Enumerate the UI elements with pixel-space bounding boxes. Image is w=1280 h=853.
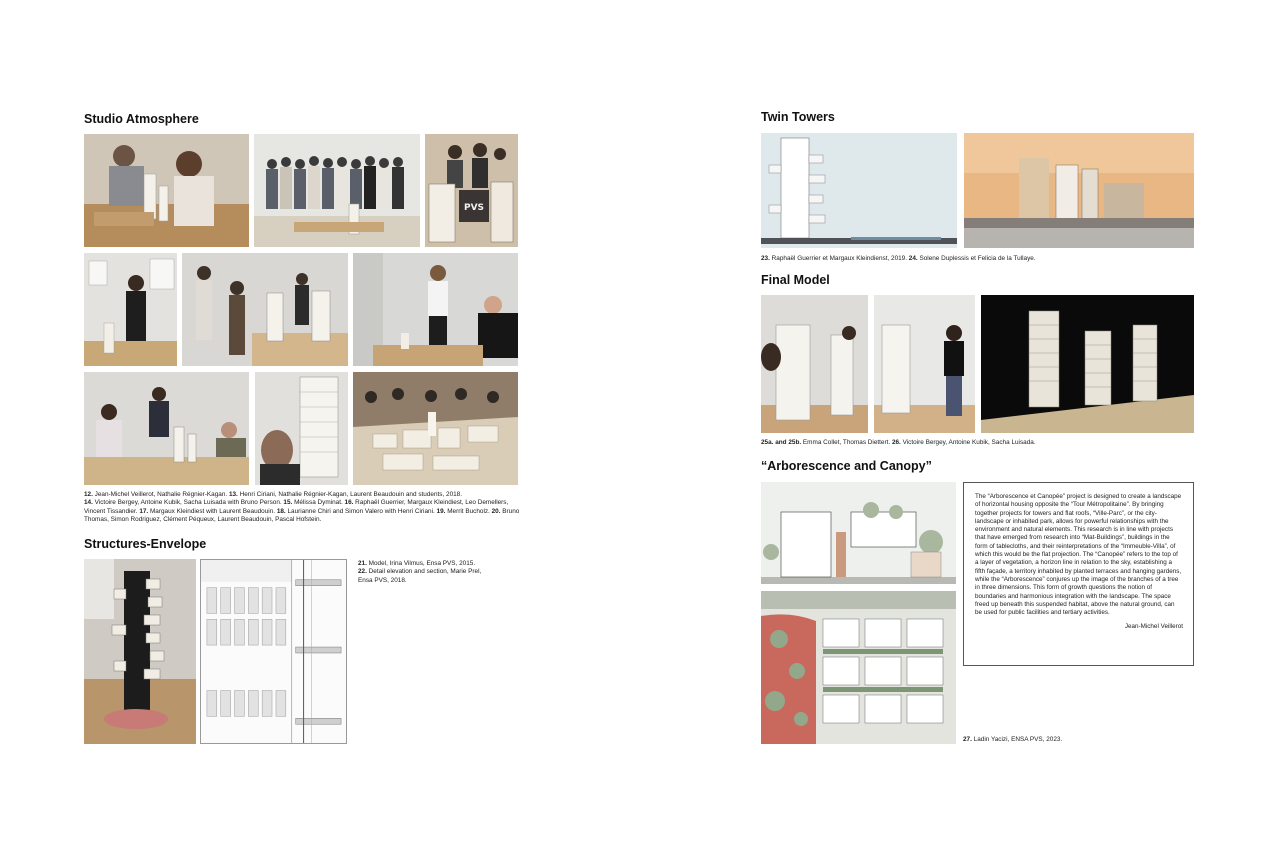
photo-group-students <box>254 134 420 247</box>
photo-studio-desk-review <box>84 134 249 247</box>
photo-tower-model-inspection <box>255 372 348 485</box>
photo-student-presenting <box>84 253 177 366</box>
structures-envelope-heading: Structures-Envelope <box>84 537 207 551</box>
studio-atmosphere-caption: 12. Jean-Michel Veillerot, Nathalie Régnier-Kagan. 13. Henri Ciriani, Nathalie Régnier-Kagan, Laurent Beaudouin and students, 2018. 14. Victoire Bergey, Antoine Kubik, Sacha Luisada with Bruno Person. 15. Mélissa Dyminat. 16. Raphaël Guerrier, Margaux Kleindiest, Leo Demellers, Vincent Tissandier. 17. Margaux Kleindiest with Laurent Beaudouin. 18. Laurianne Chiri and Simon Valero with Henri Ciriani. 19. Merrit Bucholz. 20. Bruno Thomas, Simon Rodriguez, Clément Péqueux, Laurent Beaudouin, Pascal Hofstein. <box>84 491 520 524</box>
photo-final-model-25a <box>761 295 868 433</box>
photo-twin-towers-collage <box>964 133 1194 248</box>
photo-final-model-25b <box>874 295 975 433</box>
drawing-twin-towers-elevation <box>761 133 957 248</box>
arborescence-description-box <box>963 482 1194 666</box>
final-model-heading: Final Model <box>761 273 830 287</box>
photo-pvs-models <box>425 134 518 247</box>
final-model-caption: 25a. and 25b. Emma Collet, Thomas Diettert. 26. Victoire Bergey, Antoine Kubik, Sacha Luisada. <box>761 439 1036 446</box>
arborescence-description: The “Arborescence et Canopée” project is designed to create a landscape of horizontal housing opposite the “Tour Métropolitaine”. By bringing together projects for towers and flat roofs, “Ville-Parc”, or the city-landscape or inhabited park, allows for powerful relationships with the environment and natural elements. This research is in line with projects that have emerged from research into “Mat-Buildings”, buildings in the form of tablecloths, and their reinterpretations of the “Immeuble-Villa”, of which this would be the flat projection. The “Canopée” refers to the top of a layer of vegetation, a horizon line in relation to the sky, establishing a fifth façade, a territory inhabited by planted terraces and hanging gardens, while the “Arborescence” conjures up the image of the branches of a tree in three dimensions. This form of growth questions the notion of boundaries and harmonious integration with the landscape. The space freed up beneath this suspended habitat, above the natural ground, can be used for public facilities and tertiary activities. <box>975 493 1182 617</box>
photo-model-making <box>84 372 249 485</box>
photo-model-discussion <box>182 253 348 366</box>
drawing-arborescence-section <box>761 482 956 584</box>
arborescence-caption: 27. Ladin Yacizi, ENSA PVS, 2023. <box>963 736 1063 743</box>
photo-jury-review <box>353 253 518 366</box>
arborescence-heading: “Arborescence and Canopy” <box>761 459 932 473</box>
structures-envelope-caption: 21. Model, Irina Vilmus, Ensa PVS, 2015. 22. Detail elevation and section, Marie Prel, Ensa PVS, 2018. <box>358 560 482 584</box>
twin-towers-heading: Twin Towers <box>761 110 835 124</box>
photo-final-model-26 <box>981 295 1194 433</box>
twin-towers-caption: 23. Raphaël Guerrier et Margaux Kleindienst, 2019. 24. Solene Duplessis et Felicia de la Tullaye. <box>761 255 1036 262</box>
drawing-detail-elevation-section <box>200 559 347 744</box>
arborescence-author: Jean-Michel Veillerot <box>1124 623 1183 631</box>
photo-urban-model-table <box>353 372 518 485</box>
pvs-sign-text: PVS <box>463 203 485 213</box>
drawing-arborescence-plan <box>761 591 956 744</box>
photo-envelope-model <box>84 559 196 744</box>
studio-atmosphere-heading: Studio Atmosphere <box>84 112 199 126</box>
